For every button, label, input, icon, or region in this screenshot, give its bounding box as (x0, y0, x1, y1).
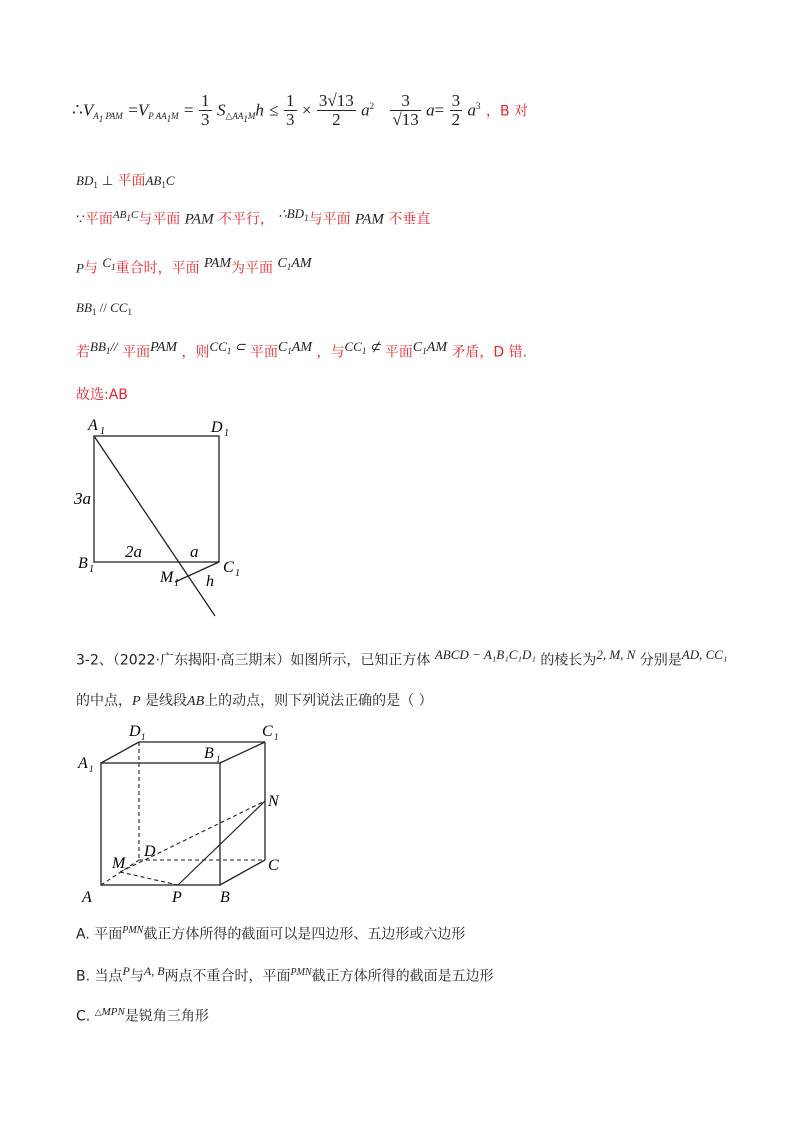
svg-text:1: 1 (235, 568, 240, 579)
section-line-pn (178, 801, 265, 885)
solution-line-5: $BB_1 // CC_1$ (76, 300, 132, 317)
problem-line-2: 的中点，P 是线段AB上的动点，则下列说法正确的是（ ） (76, 693, 433, 709)
volume-formula: $\therefore V_{A_1 PAM} =V_{P AA_1M}$ = $\frac{1}{3}$ $S_{\triangle AA_1M}h$ ≤ $\frac{1}{3}$ × $\frac{3√13}{2}$ $a^2$ $\frac{3}{√13}$ a= $\frac{3}{2}$ $a^3$ ，B 对 (72, 91, 529, 129)
label-d: D (144, 843, 156, 860)
label-d1: D (129, 723, 141, 740)
label-c: C (268, 857, 279, 874)
label-b1: B (78, 555, 88, 572)
svg-text:1: 1 (274, 732, 279, 742)
label-a1: A (88, 417, 98, 434)
label-b: B (220, 889, 230, 906)
label-h: h (206, 573, 214, 590)
label-d1: D (211, 419, 223, 436)
figure-2-cube-diagram (74, 718, 294, 910)
section-line-mn (120, 801, 265, 872)
label-b1: B (204, 745, 214, 762)
problem-line-1: 3-2、（2022·广东揭阳·高三期末）如图所示，已知正方体 $^{ABCD - A_1B_1C_1D_1}$ 的棱长为$^{2, M, N}$ 分别是$^{AD, CC_1}$ (76, 647, 728, 669)
label-n: N (268, 793, 279, 810)
svg-text:1: 1 (224, 428, 229, 439)
solution-line-2: $BD_1$ ⊥ 平面$AB_1C$ (76, 173, 175, 190)
solution-line-6: 若$^{BB_1//}$ 平面$^{PAM}$ ，则$^{CC_1 \subset}$ 平面$^{C_1AM}$ ，与$^{CC_1 ⊄}$ 平面$^{C_1AM}$ 矛盾，D 错. (76, 339, 528, 361)
label-3a: 3a (74, 489, 91, 508)
label-c1: C (223, 559, 234, 576)
option-b: B. 当点$^P$与$^{A, B}$两点不重合时，平面$^{PMN}$截正方体所得的截面是五边形 (76, 964, 494, 985)
figure1-rectangle (94, 436, 219, 562)
label-2a: 2a (125, 542, 142, 561)
svg-text:1: 1 (89, 564, 94, 575)
label-c1: C (262, 723, 273, 740)
svg-text:1: 1 (216, 754, 221, 764)
answer-line: 故选:AB (76, 387, 128, 403)
label-m: M (112, 855, 126, 872)
solution-line-3: ∵平面$^{AB_1C}$与平面 PAM 不平行， $^{\therefore BD_1}$与平面 PAM 不垂直 (76, 206, 431, 228)
label-a: A (82, 889, 92, 906)
solution-line-4: P与 $^{C_1}$重合时，平面 $^{PAM}$为平面 $^{C_1AM}$ (76, 255, 312, 277)
b-correct-label: ，B 对 (485, 103, 529, 120)
svg-text:1: 1 (89, 764, 94, 774)
figure-1-diagram (70, 410, 240, 622)
label-a: a (190, 542, 199, 561)
figure1-diagonal (94, 436, 215, 616)
svg-text:1: 1 (141, 732, 146, 742)
section-line-mp (120, 872, 178, 885)
label-p: P (172, 889, 182, 906)
option-a: A. 平面$^{PMN}$截正方体所得的截面可以是四边形、五边形或六边形 (76, 925, 466, 943)
svg-text:1: 1 (174, 578, 179, 589)
option-c: C. $^{\triangle MPN}$是锐角三角形 (76, 1006, 209, 1025)
label-a1: A (78, 755, 88, 772)
label-m1: M (160, 569, 174, 586)
svg-text:1: 1 (100, 426, 105, 437)
